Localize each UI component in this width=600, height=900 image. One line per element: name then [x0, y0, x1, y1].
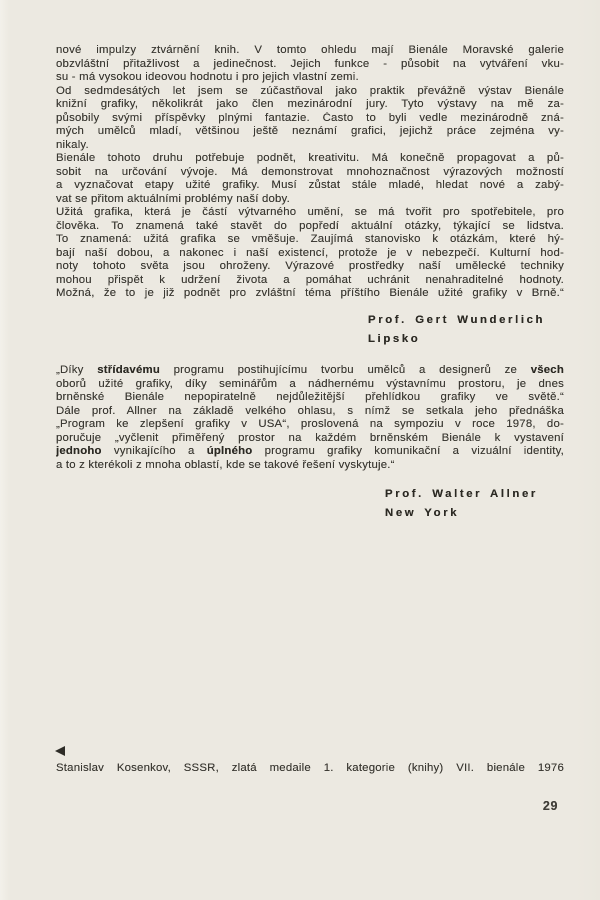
text-line: poručuje „vyčlenit přiměřený prostor na každém brněnském Bienále k vystavení: [56, 431, 564, 444]
text-line: sobit na určování vývoje. Má demonstrovat mnohoznačnost výrazových možností: [56, 165, 564, 178]
text-line: mohou přispět k udržení života a pomáhat uchránit nenahraditelné hodnoty.: [56, 273, 564, 286]
text-line: mých umělců mladí, většinou ještě neznámí grafici, jejichž práce zejména vy-: [56, 125, 564, 137]
photo-caption: Stanislav Kosenkov, SSSR, zlatá medaile 1. kategorie (knihy) VII. bienále 1976: [56, 762, 564, 774]
text-line: a to z kterékoli z mnoha oblastí, kde se takové řešení vyskytuje.“: [56, 458, 395, 471]
text-line: oborů užité grafiky, díky seminářům a nádhernému výstavnímu prostoru, je dnes: [56, 377, 564, 390]
text-line: obzvláštní přitažlivost a jedinečnost. Jejich funkce - působit na vytváření vku-: [56, 57, 564, 70]
page-number: 29: [542, 799, 558, 813]
signature-name: Prof. Gert Wunderlich: [368, 314, 546, 326]
text-line: nové impulzy ztvárnění knih. V tomto ohledu mají Bienále Moravské galerie: [56, 44, 564, 56]
text-line: bají naší dobou, a nakonec i naší existencí, protože je v nebezpečí. Kulturní hod-: [56, 246, 564, 259]
text-line: knižní grafiky, několikrát jako člen mezinárodní jury. Tyto výstavy na mě za-: [56, 98, 564, 110]
paragraph: [56, 206, 564, 301]
text-line: Užitá grafika, která je částí výtvarného umění, se má tvořit pro spotřebitele, pro: [56, 206, 564, 218]
signature-place: Lipsko: [368, 333, 421, 345]
text-line: „Program ke zlepšení grafiky v USA“, proslovená na sympoziu v roce 1978, do-: [56, 418, 564, 430]
signature-name: Prof. Walter Allner: [385, 488, 538, 500]
text-line: působily svými příspěvky plnými fantazie. Často to byli vedle mezinárodně zná-: [56, 111, 564, 124]
text-line: vat se přitom aktuálními problémy naší doby.: [56, 192, 290, 205]
signature-allner: [385, 485, 538, 523]
text-line: člověka. To znamená také stavět do popředí aktuální otázky, týkající se lidstva.: [56, 219, 564, 232]
text-line: „Díky střídavému programu postihujícímu tvorbu umělců a designerů ze všech: [56, 364, 564, 376]
text-line: Od sedmdesátých let jsem se zúčastňoval jako praktik převážně výstav Bienále: [56, 84, 564, 97]
paragraph: [56, 152, 564, 206]
text-line: su - má vysokou ideovou hodnotu i pro jejich vlastní zemi.: [56, 71, 359, 83]
text-line: brněnské Bienále nepopiratelně nejdůležitější přehlídkou grafiky ve světě.“: [56, 391, 564, 403]
text-line: Bienále tohoto druhu potřebuje podnět, kreativitu. Má konečně propagovat a pů-: [56, 152, 564, 164]
text-line: noty tohoto světa jsou ohroženy. Výrazové prostředky naší umělecké techniky: [56, 260, 564, 272]
text-line: Možná, že to je již podnět pro zvláštní téma příštího Bienále užité grafiky v Brně.“: [56, 287, 564, 299]
text-line: To znamená: užitá grafika se vměšuje. Zaujímá stanovisko k otázkám, které hý-: [56, 233, 564, 245]
signature-wunderlich: [368, 311, 545, 349]
text-line: jednoho vynikajícího a úplného programu grafiky komunikační a vizuální identity,: [56, 445, 564, 457]
signature-place: New York: [385, 507, 460, 519]
text-line: a vyznačovat etapy užité grafiky. Musí zůstat stále mladé, hledat nové a zabý-: [56, 179, 564, 191]
text-line: nikaly.: [56, 138, 89, 151]
left-arrow-icon: [55, 746, 65, 756]
paragraph: [56, 85, 564, 153]
quote-text-section: [56, 364, 564, 472]
paragraph: [56, 44, 564, 85]
paragraph: [56, 364, 564, 405]
main-text-section: [56, 44, 564, 301]
paragraph: [56, 405, 564, 473]
text-line: Dále prof. Allner na základě velkého ohlasu, s nímž se setkala jeho přednáška: [56, 404, 564, 417]
